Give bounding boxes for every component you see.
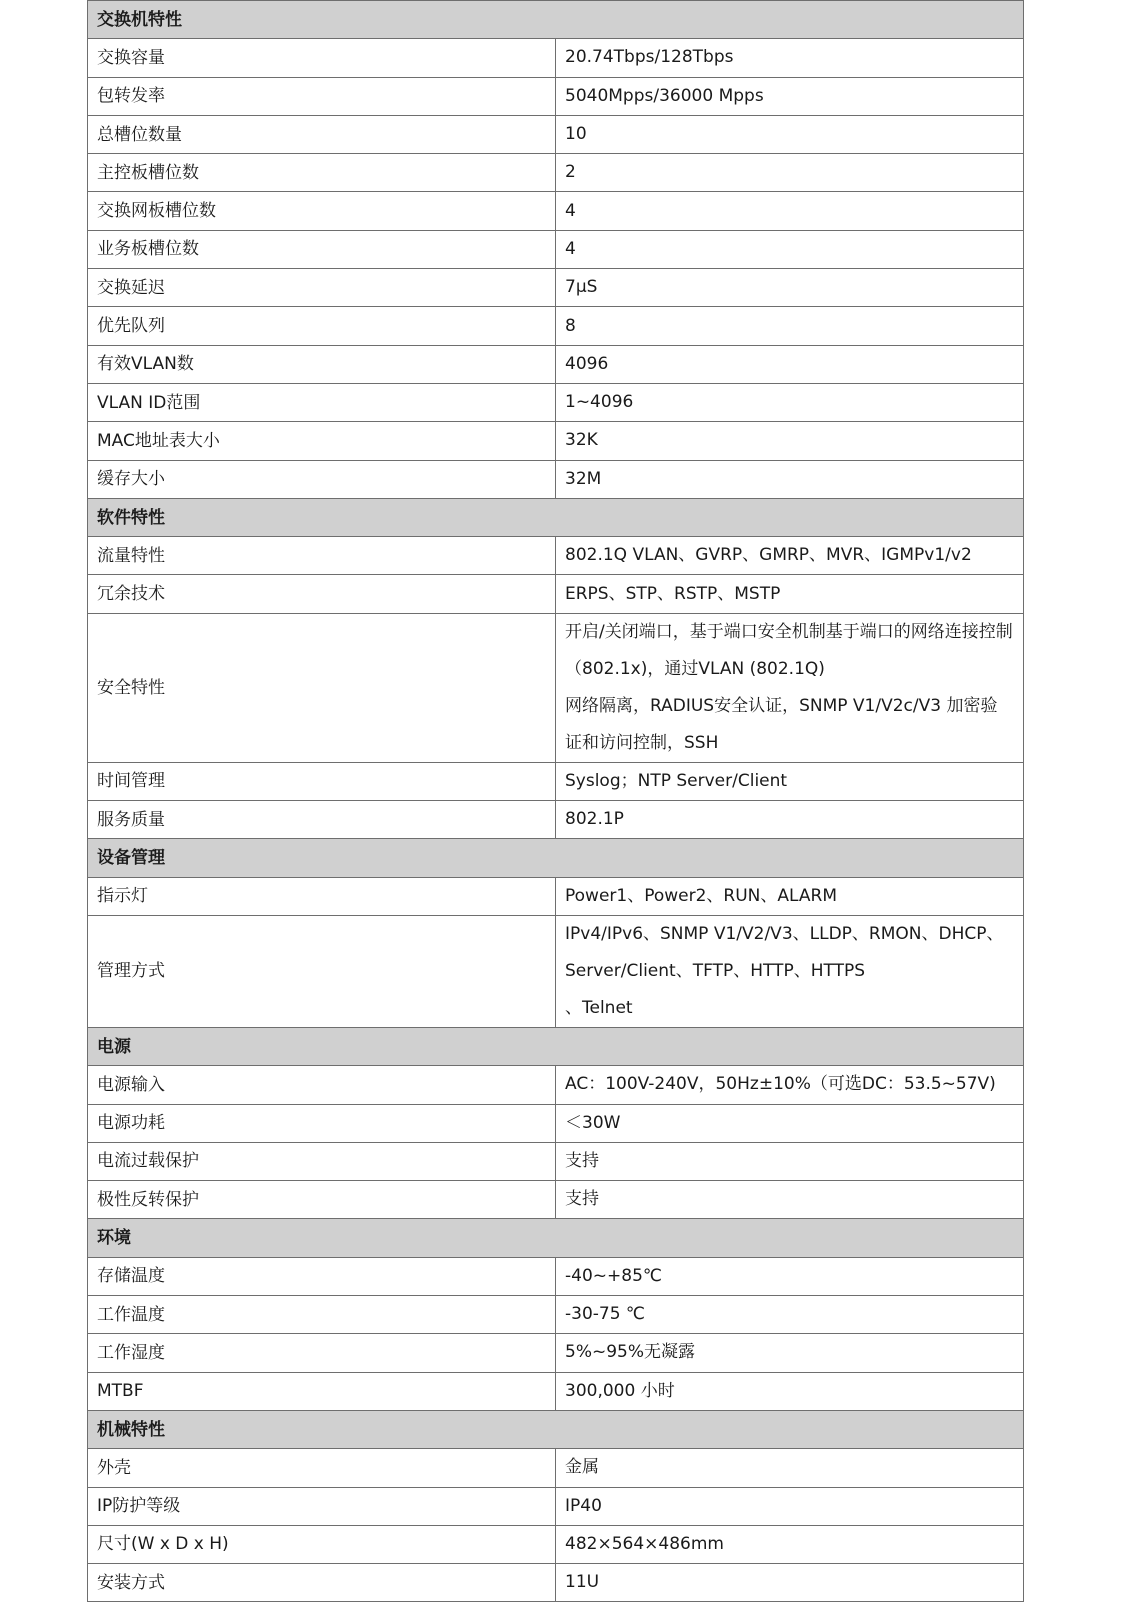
spec-label: 交换容量 <box>88 39 556 77</box>
spec-value <box>556 801 1024 839</box>
spec-row <box>88 613 1024 762</box>
spec-value <box>556 1142 1024 1180</box>
spec-value-line: 支持 <box>565 1189 599 1210</box>
spec-value-line: 802.1Q VLAN、GVRP、GMRP、MVR、IGMPv1/v2 <box>565 545 972 566</box>
spec-value-line: IP40 <box>565 1495 602 1516</box>
spec-value-line: 4 <box>565 200 576 221</box>
spec-value <box>556 575 1024 613</box>
spec-value-line: IPv4/IPv6、SNMP V1/V2/V3、LLDP、RMON、DHCP、Server/Client、TFTP、HTTP、HTTPS <box>565 923 1004 981</box>
spec-row <box>88 77 1024 115</box>
spec-value-line: 4 <box>565 238 576 259</box>
spec-value <box>556 1066 1024 1104</box>
spec-row <box>88 575 1024 613</box>
spec-value-line: 4096 <box>565 353 609 374</box>
spec-row <box>88 1449 1024 1487</box>
spec-row <box>88 762 1024 800</box>
spec-value-line: -40~+85℃ <box>565 1265 662 1286</box>
spec-value-line: -30-75 ℃ <box>565 1304 646 1325</box>
spec-label: 流量特性 <box>88 537 556 575</box>
spec-value-line: 5040Mpps/36000 Mpps <box>565 85 764 106</box>
spec-value <box>556 1104 1024 1142</box>
section-header-row <box>88 1219 1024 1257</box>
spec-label: 电源输入 <box>88 1066 556 1104</box>
spec-value-line: 1~4096 <box>565 392 634 413</box>
spec-value-line: 32M <box>565 468 602 489</box>
spec-value <box>556 1257 1024 1295</box>
spec-value-line: 802.1P <box>565 809 624 830</box>
spec-label: 交换延迟 <box>88 269 556 307</box>
spec-label: MTBF <box>88 1372 556 1410</box>
spec-label: 电流过载保护 <box>88 1142 556 1180</box>
spec-value-line: 10 <box>565 124 587 145</box>
spec-label: 安全特性 <box>88 613 556 762</box>
spec-value-line: 网络隔离，RADIUS安全认证，SNMP V1/V2c/V3 加密验证和访问控制，SSH <box>565 695 998 753</box>
spec-value <box>556 1181 1024 1219</box>
spec-value-line: 2 <box>565 162 576 183</box>
spec-row <box>88 1104 1024 1142</box>
spec-label: 交换网板槽位数 <box>88 192 556 230</box>
spec-value <box>556 1487 1024 1525</box>
spec-label: 极性反转保护 <box>88 1181 556 1219</box>
spec-row <box>88 1142 1024 1180</box>
spec-row <box>88 192 1024 230</box>
spec-row <box>88 345 1024 383</box>
spec-value-line: Syslog；NTP Server/Client <box>565 770 788 791</box>
spec-value-line: 金属 <box>565 1457 599 1478</box>
spec-row <box>88 1525 1024 1563</box>
spec-value-line: Power1、Power2、RUN、ALARM <box>565 885 837 906</box>
section-header-row <box>88 1 1024 39</box>
spec-label: VLAN ID范围 <box>88 383 556 421</box>
spec-label: 有效VLAN数 <box>88 345 556 383</box>
spec-label: 存储温度 <box>88 1257 556 1295</box>
spec-row <box>88 307 1024 345</box>
spec-value-line: 482×564×486mm <box>565 1533 724 1554</box>
spec-value-line: 7μS <box>565 277 598 298</box>
spec-value <box>556 915 1024 1027</box>
spec-label: 包转发率 <box>88 77 556 115</box>
spec-value <box>556 345 1024 383</box>
spec-row <box>88 115 1024 153</box>
spec-label: 电源功耗 <box>88 1104 556 1142</box>
spec-value <box>556 383 1024 421</box>
spec-row <box>88 1181 1024 1219</box>
spec-value <box>556 230 1024 268</box>
spec-label: 工作温度 <box>88 1296 556 1334</box>
spec-label: 冗余技术 <box>88 575 556 613</box>
section-header-row <box>88 498 1024 536</box>
spec-row <box>88 230 1024 268</box>
section-header-row <box>88 1410 1024 1448</box>
spec-value <box>556 1296 1024 1334</box>
spec-label: 管理方式 <box>88 915 556 1027</box>
spec-label: 优先队列 <box>88 307 556 345</box>
spec-value-line: 开启/关闭端口，基于端口安全机制基于端口的网络连接控制（802.1x)，通过VLAN (802.1Q) <box>565 621 1013 679</box>
spec-row <box>88 39 1024 77</box>
section-title: 电源 <box>88 1027 1024 1065</box>
spec-value <box>556 422 1024 460</box>
spec-label: 缓存大小 <box>88 460 556 498</box>
spec-row <box>88 877 1024 915</box>
spec-value <box>556 762 1024 800</box>
spec-value-line: 11U <box>565 1572 600 1593</box>
spec-row <box>88 1066 1024 1104</box>
spec-row <box>88 801 1024 839</box>
spec-value-line: 5%~95%无凝露 <box>565 1342 695 1363</box>
spec-row <box>88 1487 1024 1525</box>
spec-row <box>88 537 1024 575</box>
spec-value-line: 8 <box>565 315 576 336</box>
spec-value <box>556 613 1024 762</box>
spec-value <box>556 460 1024 498</box>
spec-value <box>556 269 1024 307</box>
section-title: 机械特性 <box>88 1410 1024 1448</box>
spec-value-line: 32K <box>565 430 598 451</box>
spec-value <box>556 307 1024 345</box>
spec-label: 指示灯 <box>88 877 556 915</box>
spec-label: 主控板槽位数 <box>88 154 556 192</box>
spec-row <box>88 1564 1024 1602</box>
spec-value-line: 、Telnet <box>565 997 633 1018</box>
spec-value <box>556 877 1024 915</box>
spec-value <box>556 77 1024 115</box>
spec-table-body <box>88 1 1024 1602</box>
spec-row <box>88 1296 1024 1334</box>
section-title: 交换机特性 <box>88 1 1024 39</box>
spec-row <box>88 269 1024 307</box>
spec-row <box>88 154 1024 192</box>
spec-value-line: AC：100V-240V，50Hz±10%（可选DC：53.5~57V) <box>565 1074 996 1095</box>
spec-label: 业务板槽位数 <box>88 230 556 268</box>
spec-row <box>88 1334 1024 1372</box>
spec-row <box>88 915 1024 1027</box>
spec-label: IP防护等级 <box>88 1487 556 1525</box>
spec-row <box>88 1257 1024 1295</box>
section-title: 环境 <box>88 1219 1024 1257</box>
section-title: 软件特性 <box>88 498 1024 536</box>
spec-value-line: ERPS、STP、RSTP、MSTP <box>565 583 781 604</box>
spec-value <box>556 1525 1024 1563</box>
spec-value <box>556 1564 1024 1602</box>
spec-value-line: 300,000 小时 <box>565 1380 675 1401</box>
spec-label: 安装方式 <box>88 1564 556 1602</box>
spec-row <box>88 422 1024 460</box>
spec-value <box>556 192 1024 230</box>
spec-row <box>88 460 1024 498</box>
spec-label: 工作湿度 <box>88 1334 556 1372</box>
spec-value <box>556 154 1024 192</box>
spec-label: 尺寸(W x D x H) <box>88 1525 556 1563</box>
spec-label: 服务质量 <box>88 801 556 839</box>
spec-label: 总槽位数量 <box>88 115 556 153</box>
spec-value-line: 20.74Tbps/128Tbps <box>565 47 734 68</box>
spec-row <box>88 1372 1024 1410</box>
spec-value <box>556 39 1024 77</box>
spec-value-line: ＜30W <box>565 1112 621 1133</box>
spec-table <box>87 0 1024 1602</box>
section-header-row <box>88 1027 1024 1065</box>
spec-value <box>556 115 1024 153</box>
spec-value <box>556 1449 1024 1487</box>
spec-value <box>556 537 1024 575</box>
section-header-row <box>88 839 1024 877</box>
spec-value-line: 支持 <box>565 1150 599 1171</box>
section-title: 设备管理 <box>88 839 1024 877</box>
spec-label: MAC地址表大小 <box>88 422 556 460</box>
spec-row <box>88 383 1024 421</box>
spec-value <box>556 1334 1024 1372</box>
spec-label: 时间管理 <box>88 762 556 800</box>
spec-value <box>556 1372 1024 1410</box>
spec-label: 外壳 <box>88 1449 556 1487</box>
